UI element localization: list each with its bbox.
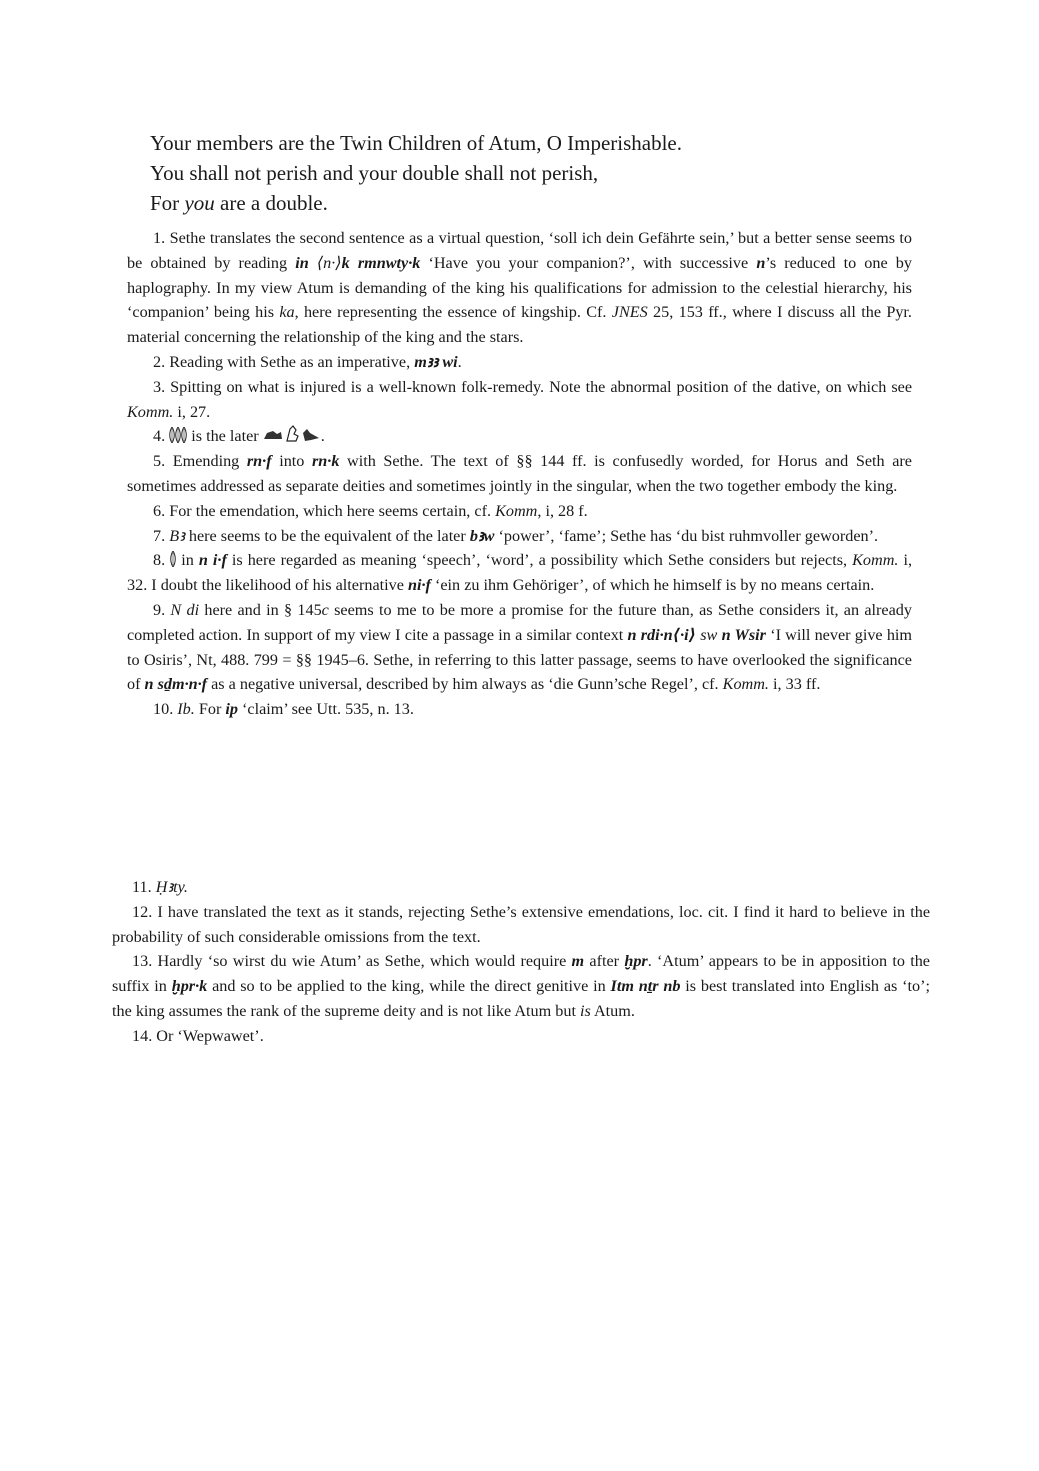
- footnote-note-14: [112, 1024, 930, 1049]
- note-text: Emending rn·f into rn·k with Sethe. The text of §§ 144 ff. is confusedly worded, for Horus and Seth are sometimes addressed as separate deities and sometimes jointly in the singular, when the two together embody the king.: [127, 452, 912, 495]
- footnote-note-4: [127, 424, 912, 449]
- note-number: 14.: [132, 1026, 157, 1045]
- footnote-note-9: [127, 598, 912, 697]
- verse-line-3: [150, 188, 910, 218]
- footnote-note-2: [127, 350, 912, 375]
- verse-line-2: You shall not perish and your double shall not perish,: [150, 161, 599, 185]
- footnotes-continued: [112, 875, 930, 1049]
- footnote-note-8: [127, 548, 912, 598]
- note-number: 3.: [153, 377, 171, 396]
- note-text: I have translated the text as it stands, rejecting Sethe’s extensive emendations, loc. cit. I find it hard to believe in the probability of such considerable omissions from the text.: [112, 902, 931, 946]
- footnote-note-10: [127, 697, 912, 722]
- note-text: Reading with Sethe as an imperative, mꜣꜣ wi.: [169, 352, 462, 371]
- note-number: 9.: [153, 600, 171, 619]
- note-text: For the emendation, which here seems certain, cf. Komm, i, 28 f.: [169, 501, 588, 520]
- footnote-note-7: [127, 524, 912, 549]
- footnote-note-3: [127, 375, 912, 425]
- footnotes-section: [127, 226, 912, 722]
- note-text: Bꜣ here seems to be the equivalent of the later bꜣw ‘power’, ‘fame’; Sethe has ‘du bist ruhmvoller geworden’.: [169, 526, 879, 545]
- note-text: Ib. For ip ‘claim’ see Utt. 535, n. 13.: [177, 700, 414, 719]
- note-number: 7.: [153, 526, 170, 545]
- footnote-note-6: [127, 499, 912, 524]
- note-number: 8.: [153, 551, 171, 570]
- note-text: in n i·f is here regarded as meaning ‘speech’, ‘word’, a possibility which Sethe considers but rejects, Komm. i, 32. I doubt the likelihood of his alternative ni·f ‘ein zu ihm Gehöriger’, of which he himself is by no means certain.: [127, 551, 913, 595]
- footnote-note-1: [127, 226, 912, 350]
- note-number: 13.: [132, 952, 158, 971]
- note-text: Sethe translates the second sentence as a virtual question, ‘soll ich dein Gefährte sein,’ but a better sense seems to be obtained by reading in ⟨n·⟩k rmnwty·k ‘Have you your companion?’, with successive n’s reduced to one by haplography. In my view Atum is demanding of the king his qualifications for admission to the celestial hierarchy, his ‘companion’ being his ka, here representing the essence of kingship. Cf. JNES 25, 153 ff., where I discuss all the Pyr. material concerning the relationship of the king and the stars.: [127, 229, 913, 347]
- footnote-note-13: [112, 949, 930, 1023]
- note-text: is the later .: [169, 427, 325, 445]
- note-text: N di here and in § 145c seems to me to be more a promise for the future than, as Sethe considers it, an already completed action. In support of my view I cite a passage in a similar context n rdi·n⟨·i⟩ sw n Wsir ‘I will never give him to Osiris’, Nt, 488. 799 = §§ 1945–6. Sethe, in referring to this latter passage, seems to have overlooked the significance of n sḏm·n·f as a negative universal, described by him always as ‘die Gunn’sche Regel’, cf. Komm. i, 33 ff.: [127, 600, 912, 694]
- note-number: 4.: [153, 427, 170, 446]
- note-number: 6.: [153, 501, 170, 520]
- note-text: Hardly ‘so wirst du wie Atum’ as Sethe, which would require m after ḫpr. ‘Atum’ appears to be in apposition to the suffix in ḫpr·k and so to be applied to the king, while the direct genitive in Itm nṯr nb is best translated into English as ‘to’; the king assumes the rank of the supreme deity and is not like Atum but is Atum.: [112, 952, 931, 1020]
- verse-line-3-text: For you are a double.: [150, 191, 328, 215]
- reed-leaf-icon: [170, 551, 176, 569]
- note-text: Ḥꜣty.: [155, 878, 188, 896]
- note-text: Or ‘Wepwawet’.: [156, 1026, 264, 1045]
- note-number: 11.: [132, 878, 156, 896]
- footnote-note-12: [112, 900, 930, 950]
- note-number: 12.: [132, 902, 158, 921]
- note-number: 5.: [153, 452, 173, 471]
- verse-line-1: Your members are the Twin Children of Atum, O Imperishable.: [150, 131, 683, 155]
- footnote-note-5: [127, 449, 912, 499]
- note-text: Spitting on what is injured is a well-known folk-remedy. Note the abnormal position of the dative, on which see Komm. i, 27.: [127, 377, 913, 421]
- later-hieroglyphs-icon: [263, 427, 321, 445]
- note-number: 10.: [153, 700, 178, 719]
- verse-block: [150, 128, 910, 218]
- note-number: 2.: [153, 352, 170, 371]
- note-number: 1.: [153, 229, 170, 247]
- footnote-note-11: [112, 875, 930, 900]
- reed-leaves-icon: [169, 427, 187, 445]
